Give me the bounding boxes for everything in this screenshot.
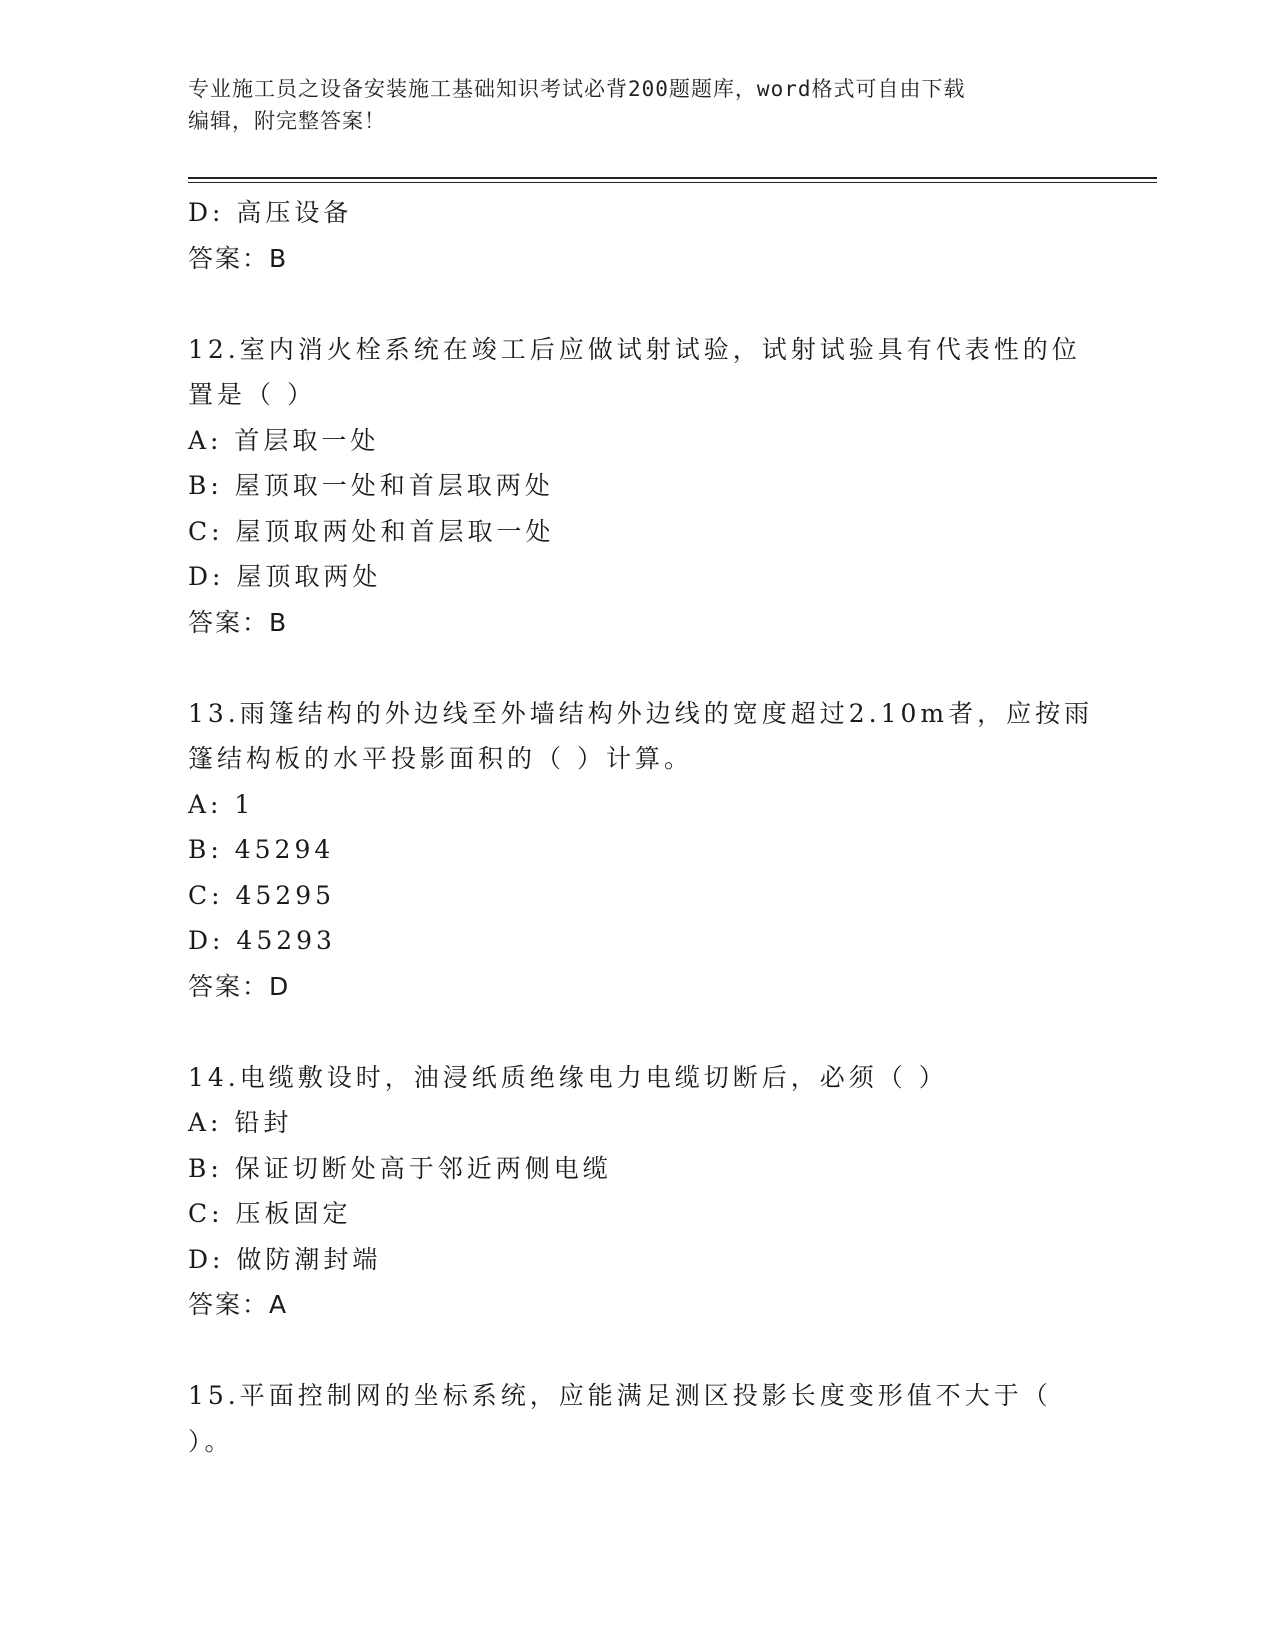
- question-text-line-2: ）。: [188, 1426, 234, 1456]
- question-text-line-2: 置是（ ）: [188, 380, 316, 409]
- option-a: A: 首层取一处: [188, 425, 380, 455]
- option-a: A: 1: [188, 789, 255, 819]
- question-13: [188, 691, 1094, 1010]
- option-d: D: 做防潮封端: [188, 1244, 382, 1274]
- spacer: [188, 1009, 1088, 1055]
- header-line-2: 编辑，附完整答案！: [188, 109, 386, 133]
- header-divider-thick: [188, 177, 1157, 179]
- question-text-line-1: 14.电缆敷设时，油浸纸质绝缘电力电缆切断后，必须（ ）: [188, 1062, 948, 1092]
- question-14: [188, 1055, 1088, 1328]
- option-b: B: 屋顶取一处和首层取两处: [188, 471, 554, 500]
- option-d: D: 屋顶取两处: [188, 562, 382, 591]
- question-15: [188, 1373, 1088, 1464]
- option-d: D: 高压设备: [188, 198, 353, 227]
- spacer: [188, 645, 1088, 691]
- spacer: [188, 281, 1088, 327]
- header-divider-thin: [188, 182, 1157, 183]
- option-c: C: 屋顶取两处和首层取一处: [188, 516, 555, 546]
- question-text-line-2: 篷结构板的水平投影面积的（ ）计算。: [188, 744, 693, 773]
- option-c: C: 45295: [188, 880, 336, 910]
- question-text-line-1: 13.雨篷结构的外边线至外墙结构外边线的宽度超过2.10m者，应按雨: [188, 698, 1094, 728]
- question-12: [188, 327, 1088, 646]
- option-a: A: 铅封: [188, 1108, 293, 1137]
- question-text-line-1: 12.室内消火栓系统在竣工后应做试射试验，试射试验具有代表性的位: [188, 334, 1081, 364]
- question-11-tail: [188, 190, 1088, 281]
- option-b: B: 保证切断处高于邻近两侧电缆: [188, 1153, 612, 1183]
- answer-line: 答案：A: [188, 1290, 289, 1319]
- header-line-1: 专业施工员之设备安装施工基础知识考试必背200题题库，word格式可自由下载: [188, 77, 966, 101]
- document-header: [188, 73, 1088, 137]
- option-c: C: 压板固定: [188, 1199, 352, 1228]
- answer-line: 答案：B: [188, 607, 289, 637]
- option-d: D: 45293: [188, 926, 336, 955]
- option-b: B: 45294: [188, 835, 335, 864]
- answer-line: 答案：D: [188, 971, 291, 1001]
- question-text-line-1: 15.平面控制网的坐标系统，应能满足测区投影长度变形值不大于（: [188, 1381, 1052, 1410]
- spacer: [188, 1328, 1088, 1374]
- question-list: [188, 190, 1094, 1464]
- answer-line: 答案：B: [188, 243, 289, 273]
